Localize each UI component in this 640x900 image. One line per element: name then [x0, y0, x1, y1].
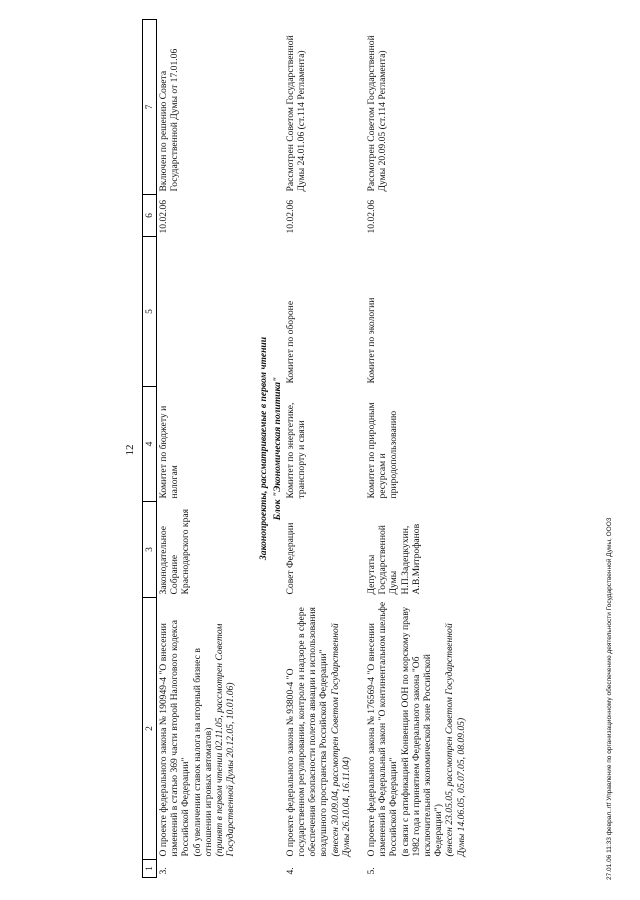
table-header-row	[143, 20, 157, 878]
consideration-date: 10.02.06	[158, 199, 169, 234]
page-footer: 27.01.06 11:33 феврал..rtf Управление по организационному обеспечению деятельности Государственной Думы, ООО3	[606, 517, 613, 880]
bill-author: Совет Федерации	[284, 522, 296, 595]
responsible-committee: Комитет по бюджету и налогам	[158, 405, 181, 499]
co-committee	[157, 237, 238, 387]
bill-author: Законодательное Собрание Краснодарского края	[158, 508, 192, 595]
bill-status: Рассмотрен Советом Государственной Думы 20.09.05 (ст.114 Регламента)	[366, 35, 389, 192]
responsible-committee: Комитет по природным ресурсам и природопользованию	[366, 402, 400, 499]
bill-description	[365, 598, 468, 860]
bill-subject: (в связи с ратификацией Конвенции ООН по морскому праву 1982 года и принятием Федерального закона "Об исключительной экономической зоне Российской Федерации")	[399, 606, 445, 857]
row-number: 3.	[158, 867, 169, 875]
bill-title: О проекте федерального закона № 93800-4 "О государственном регулировании, контроле и надзоре в сфере обеспечения безопасности полетов авиации и использования воздушного пространства Российской Федерации"	[284, 607, 330, 857]
responsible-committee: Комитет по энергетике, транспорту и связи	[284, 402, 308, 499]
row-number: 4.	[284, 867, 296, 875]
bill-note: (внесен 30.09.04, рассмотрен Советом Государственной Думы 26.10.04, 16.11.04)	[329, 623, 352, 857]
co-committee: Комитет по обороне	[284, 300, 296, 384]
column-header: 2	[143, 598, 157, 860]
column-header: 3	[143, 502, 157, 598]
bill-author: Депутаты Государственной Думы Н.П.Задецкухин, А.В.Митрофанов	[366, 523, 422, 595]
column-header: 1	[143, 860, 157, 878]
table-row	[157, 20, 238, 878]
section-title: Законопроекты, рассматриваемые в первом чтении	[258, 336, 270, 561]
bills-table	[142, 19, 468, 878]
page-number: 12	[124, 444, 136, 456]
bill-status: Рассмотрен Советом Государственной Думы 24.01.06 (ст.114 Регламента)	[284, 35, 308, 192]
column-header: 4	[143, 387, 157, 502]
bill-description	[157, 598, 238, 860]
column-header: 6	[143, 195, 157, 237]
co-committee: Комитет по экологии	[366, 297, 378, 384]
consideration-date: 10.02.06	[366, 199, 378, 234]
bill-status: Включен по решению Совета Государственной Думы от 17.01.06	[158, 48, 181, 192]
table-row	[284, 20, 353, 878]
block-title: Блок "Экономическая политика"	[271, 376, 283, 521]
row-number: 5.	[366, 867, 378, 875]
column-header: 7	[143, 20, 157, 195]
bill-subject: (об увеличении ставок налога на игорный бизнес в отношении игровых автоматов)	[191, 648, 214, 857]
table-row	[365, 20, 468, 878]
bill-note: (принят в первом чтении 02.11.05, рассмотрен Советом Государственной Думы 20.12.05, 10.01.06)	[214, 623, 237, 857]
bill-description	[284, 598, 353, 860]
consideration-date: 10.02.06	[284, 199, 296, 234]
column-header: 5	[143, 237, 157, 387]
bill-title: О проекте федерального закона № 190949-4 "О внесении изменений в статью 369 части второй Налогового кодекса Российской Федерации"	[158, 620, 192, 857]
bill-title: О проекте федерального закона № 176569-4 "О внесении изменений в Федеральный закон "О континентальном шельфе Российской Федерации"	[366, 601, 400, 857]
bill-note: (внесен 23.05.05, рассмотрен Советом Государственной Думы 14.06.05, 05.07.05, 08.09.05)	[444, 623, 467, 857]
